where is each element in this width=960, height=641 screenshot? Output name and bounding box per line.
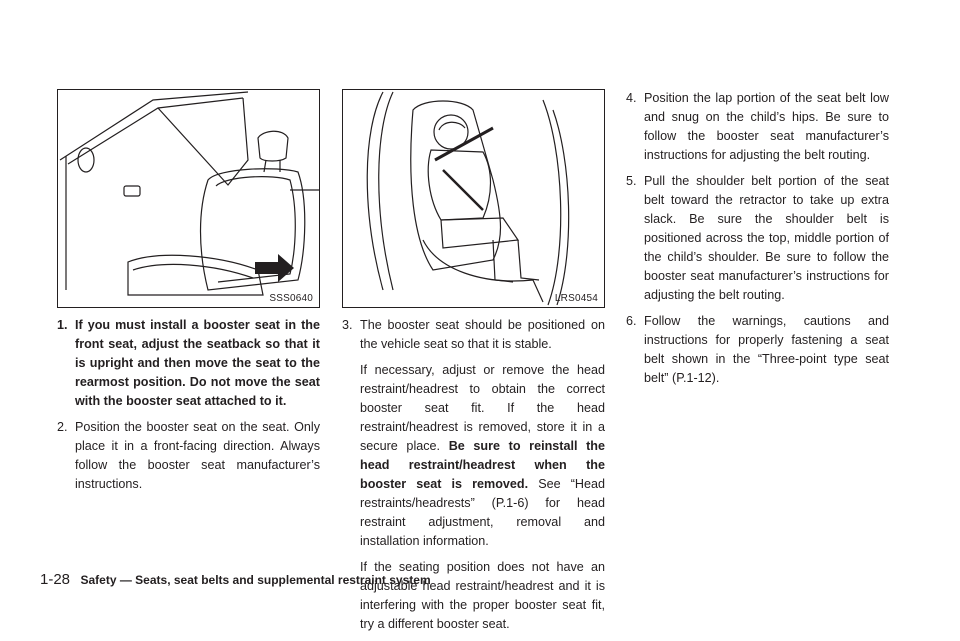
step-2 <box>57 418 320 494</box>
step-1 <box>57 316 320 411</box>
figure-front-seat <box>57 89 320 308</box>
step-text: Pull the shoulder belt portion of the seat belt toward the retractor to take up extra slack. Be sure the shoulder belt is positioned across the top, middle portion of the child’s shoulder. Be sure to follow the booster seat manufacturer’s instructions for adjusting the belt routing. <box>644 174 889 302</box>
section-title: Safety — Seats, seat belts and supplemental restraint system <box>80 573 431 587</box>
booster-seat-illustration <box>343 90 605 308</box>
paragraph-text: See “Head restraints/headrests” (P.1-6) for head restraint adjustment, removal and installation information. <box>360 477 605 548</box>
step-number: 5. <box>626 174 637 188</box>
warning-text: Be sure to reinstall the head restraint/headrest when the booster seat is removed. <box>360 439 605 491</box>
step-text: Position the booster seat on the seat. Only place it in a front-facing direction. Always follow the booster seat manufacturer’s instructions. <box>75 420 320 491</box>
step-text: Follow the warnings, cautions and instructions for properly fastening a seat belt shown in the “Three-point type seat belt” (P.1-12). <box>644 314 889 385</box>
step-3 <box>342 316 605 354</box>
head-restraint-paragraph <box>360 361 605 551</box>
paragraph-text: If necessary, adjust or remove the head restraint/headrest to obtain the correct booster seat fit. If the head restraint/headrest is removed, store it in a secure place. <box>360 363 605 453</box>
step-number: 1. <box>57 318 68 332</box>
seating-position-paragraph: If the seating position does not have an adjustable head restraint/headrest and it is interfering with the proper booster seat fit, try a different booster seat. <box>360 560 605 631</box>
step-text: The booster seat should be positioned on the vehicle seat so that it is stable. <box>360 318 605 351</box>
figure-label: SSS0640 <box>269 293 313 304</box>
step-number: 2. <box>57 420 68 434</box>
step-text: If you must install a booster seat in the front seat, adjust the seatback so that it is upright and then move the seat to the rearmost position. Do not move the seat with the booster seat attached to it. <box>75 318 320 408</box>
step-5 <box>626 172 889 305</box>
page-number: 1-28 <box>40 571 71 588</box>
front-seat-illustration <box>58 90 320 308</box>
step-4 <box>626 89 889 165</box>
step-number: 4. <box>626 91 637 105</box>
step-6 <box>626 312 889 388</box>
step-number: 6. <box>626 314 637 328</box>
column-1 <box>57 316 320 501</box>
step-text: Position the lap portion of the seat belt low and snug on the child’s hips. Be sure to follow the booster seat manufacturer’s instructions for adjusting the belt routing. <box>644 91 889 162</box>
step-number: 3. <box>342 318 353 332</box>
column-3 <box>626 89 889 395</box>
page-footer <box>40 570 431 590</box>
figure-booster-seat <box>342 89 605 308</box>
figure-label: LRS0454 <box>554 293 598 304</box>
column-2 <box>342 316 605 641</box>
